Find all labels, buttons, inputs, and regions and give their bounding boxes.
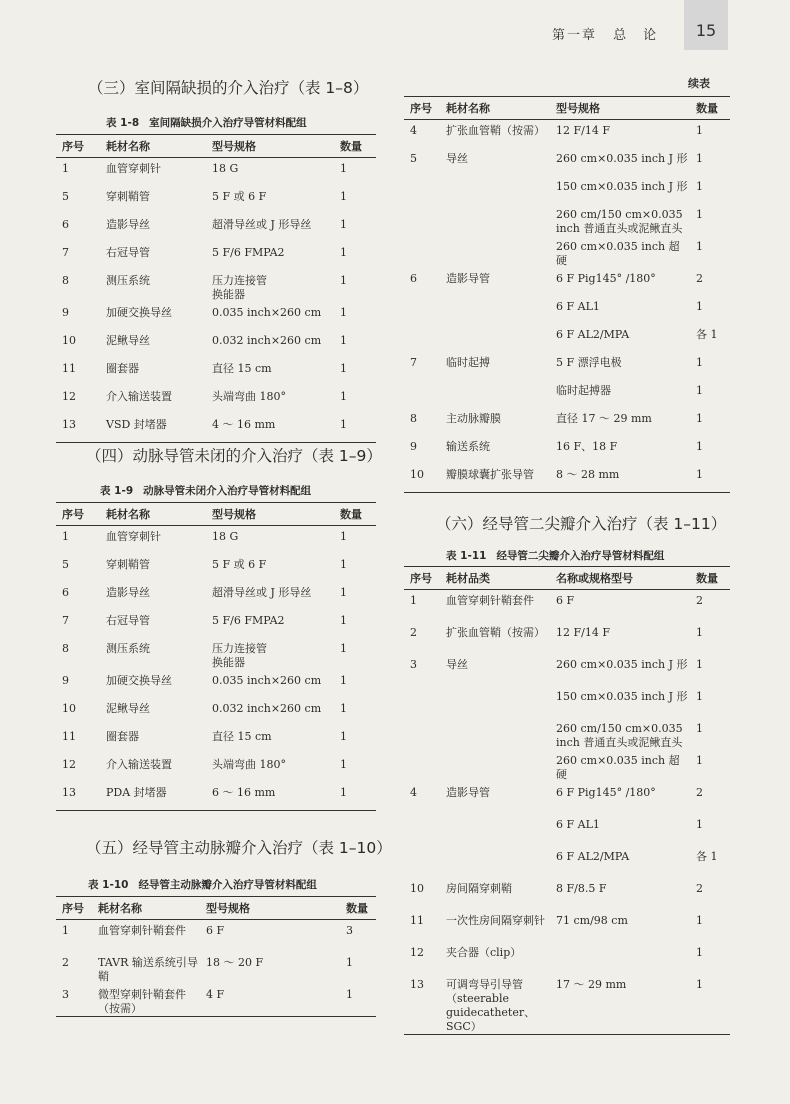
table-cell: 右冠导管	[106, 614, 150, 627]
table-row	[404, 380, 730, 408]
running-header	[552, 24, 680, 43]
table-cell: 16 F、18 F	[556, 440, 618, 453]
table-cell	[404, 846, 440, 878]
table-cell: 6	[62, 586, 69, 599]
table-header-row	[56, 503, 376, 526]
column-header: 型号规格	[200, 897, 340, 920]
table-1-10-continued	[404, 96, 730, 493]
table-cell: 压力连接管 换能器	[212, 274, 267, 301]
table-cell: 1	[340, 730, 347, 743]
table-cell: 超滑导丝或 J 形导丝	[212, 218, 312, 231]
table-cell: 可调弯导引导管（steerable guidecatheter、SGC）	[440, 974, 550, 1035]
table-1-10	[56, 896, 376, 1017]
table-cell: 1	[340, 334, 347, 347]
table-cell: 1	[340, 586, 347, 599]
table-row	[56, 670, 376, 698]
table-row	[404, 942, 730, 974]
table-row	[56, 414, 376, 443]
column-header: 数量	[340, 897, 376, 920]
table-cell: 1	[696, 208, 703, 221]
table-cell: 10	[62, 702, 76, 715]
table-cell: 1	[410, 594, 417, 607]
table-row	[404, 846, 730, 878]
table-cell: 13	[404, 974, 440, 1035]
table-row	[404, 176, 730, 204]
table-row	[56, 920, 376, 953]
table-row	[56, 610, 376, 638]
table-cell: 9	[62, 306, 69, 319]
table-cell: 6 F Pig145° /180°	[556, 272, 656, 285]
table-row	[56, 302, 376, 330]
table-row	[56, 158, 376, 187]
table-cell: 11	[410, 914, 424, 927]
table-cell	[440, 846, 550, 878]
table-cell: 3	[56, 984, 92, 1017]
table-row	[56, 386, 376, 414]
section-title-pda: （四）动脉导管未闭的介入治疗（表 1–9）	[86, 447, 382, 465]
table-cell: 泥鳅导丝	[106, 702, 150, 715]
table-row	[56, 698, 376, 726]
table-row	[56, 214, 376, 242]
table-cell: 1	[62, 162, 69, 175]
table-cell: 260 cm/150 cm×0.035 inch 普通直头或泥鳅直头	[556, 722, 683, 749]
table-cell: 4	[410, 786, 417, 799]
table-cell: 超滑导丝或 J 形导丝	[212, 586, 312, 599]
table-row	[404, 408, 730, 436]
table-row	[404, 686, 730, 718]
table-cell: 6 F AL2/MPA	[556, 328, 630, 341]
table-cell: 1	[696, 722, 703, 735]
table-cell: 血管穿刺针	[106, 162, 161, 175]
table-cell: 6 F Pig145° /180°	[556, 786, 656, 799]
column-header: 耗材名称	[92, 897, 200, 920]
table-cell: 输送系统	[446, 440, 490, 453]
table-cell: 1	[62, 924, 69, 937]
column-header: 型号规格	[206, 135, 334, 158]
table-cell: 压力连接管 换能器	[212, 642, 267, 669]
table-cell: 1	[340, 362, 347, 375]
table-cell: 1	[696, 626, 703, 639]
table-cell	[404, 718, 440, 750]
table-cell: 1	[696, 440, 703, 453]
table-cell: 9	[410, 440, 417, 453]
table-cell: VSD 封堵器	[100, 414, 206, 443]
table-cell: 1	[696, 658, 703, 671]
table-cell: 10	[410, 882, 424, 895]
table-cell: 瓣膜球囊扩张导管	[440, 464, 550, 493]
column-header: 数量	[334, 503, 376, 526]
table-cell: 6 ～ 16 mm	[206, 782, 334, 811]
table-cell: 直径 17 ～ 29 mm	[556, 412, 652, 425]
table-cell	[440, 814, 550, 846]
table-cell: 6 F AL2/MPA	[556, 850, 630, 863]
table-cell: 1	[340, 162, 347, 175]
column-header: 型号规格	[550, 97, 690, 120]
table-row	[404, 750, 730, 782]
table-header-row	[56, 897, 376, 920]
table-cell: 1	[340, 674, 347, 687]
table-header-row	[56, 135, 376, 158]
continued-label: 续表	[688, 77, 710, 90]
column-header: 型号规格	[206, 503, 334, 526]
table-row	[404, 654, 730, 686]
table-row	[56, 330, 376, 358]
table-cell: 5 F 或 6 F	[212, 190, 267, 203]
table-cell: 1	[334, 414, 376, 443]
table-cell: TAVR 输送系统引导鞘	[98, 956, 198, 983]
table-cell: 0.035 inch×260 cm	[212, 306, 322, 319]
table-cell: 1	[340, 642, 347, 655]
table-header-row	[404, 567, 730, 590]
table-row	[56, 242, 376, 270]
table-cell	[440, 296, 550, 324]
table-cell: 5 F/6 FMPA2	[212, 246, 285, 259]
table-caption-1-10: 表 1-10 经导管主动脉瓣介入治疗导管材料配组	[88, 879, 317, 891]
table-cell: 各 1	[696, 850, 718, 863]
table-cell: 主动脉瓣膜	[446, 412, 501, 425]
table-cell: 18 G	[212, 162, 239, 175]
column-header: 耗材名称	[100, 503, 206, 526]
table-cell: 13	[56, 782, 100, 811]
table-cell: 导丝	[446, 658, 468, 671]
table-cell: 260 cm×0.035 inch 超硬	[556, 240, 680, 267]
table-row	[404, 352, 730, 380]
table-row	[56, 754, 376, 782]
table-row	[56, 186, 376, 214]
table-cell: 260 cm/150 cm×0.035 inch 普通直头或泥鳅直头	[556, 208, 683, 235]
table-cell: 1	[696, 180, 703, 193]
table-row	[404, 324, 730, 352]
table-cell: 1	[340, 530, 347, 543]
table-caption-1-8: 表 1-8 室间隔缺损介入治疗导管材料配组	[106, 117, 307, 129]
table-cell: 1	[696, 818, 703, 831]
table-cell: 12	[62, 758, 76, 771]
section-title-mitral: （六）经导管二尖瓣介入治疗（表 1–11）	[436, 515, 727, 533]
table-cell: 1	[334, 782, 376, 811]
table-cell: 右冠导管	[106, 246, 150, 259]
column-header: 序号	[404, 97, 440, 120]
section-title-tavr: （五）经导管主动脉瓣介入治疗（表 1–10）	[86, 839, 392, 857]
table-row	[56, 782, 376, 811]
table-cell: 介入输送装置	[106, 758, 172, 771]
table-cell: 1	[696, 300, 703, 313]
table-cell: 1	[696, 124, 703, 137]
table-cell: 2	[696, 882, 703, 895]
table-cell: 头端弯曲 180°	[212, 758, 286, 771]
table-cell: 临时起搏	[446, 356, 490, 369]
table-row	[56, 984, 376, 1017]
column-header: 耗材名称	[440, 97, 550, 120]
table-cell: 6	[62, 218, 69, 231]
table-cell: 2	[696, 786, 703, 799]
table-row	[404, 782, 730, 814]
table-cell: 扩张血管鞘（按需）	[446, 626, 545, 639]
table-row	[404, 436, 730, 464]
table-cell: 1	[696, 412, 703, 425]
table-cell	[440, 686, 550, 718]
section-title-vsd: （三）室间隔缺损的介入治疗（表 1–8）	[88, 79, 369, 97]
table-cell: 1	[340, 758, 347, 771]
column-header: 耗材品类	[440, 567, 550, 590]
table-row	[56, 554, 376, 582]
table-cell: 18 ～ 20 F	[206, 956, 264, 969]
column-header: 名称或规格型号	[550, 567, 690, 590]
table-cell: 1	[62, 530, 69, 543]
table-cell: 8 F/8.5 F	[556, 882, 607, 895]
table-cell: PDA 封堵器	[100, 782, 206, 811]
table-cell: 微型穿刺针鞘套件（按需）	[92, 984, 200, 1017]
table-row	[404, 268, 730, 296]
table-cell	[404, 236, 440, 268]
column-header: 序号	[56, 503, 100, 526]
table-cell: 1	[340, 274, 347, 287]
table-cell: 圈套器	[106, 362, 139, 375]
table-cell: 1	[340, 702, 347, 715]
table-cell	[404, 686, 440, 718]
table-cell: 1	[690, 464, 730, 493]
table-row	[404, 464, 730, 493]
table-cell: 2	[410, 626, 417, 639]
table-cell: 泥鳅导丝	[106, 334, 150, 347]
table-cell: 临时起搏器	[556, 384, 611, 397]
table-cell: 穿刺鞘管	[106, 190, 150, 203]
table-cell: 1	[340, 614, 347, 627]
table-row	[56, 638, 376, 670]
table-cell: 8	[410, 412, 417, 425]
table-cell	[440, 204, 550, 236]
column-header: 数量	[690, 97, 730, 120]
table-cell: 1	[696, 152, 703, 165]
table-cell: 1	[340, 390, 347, 403]
table-cell: 穿刺鞘管	[106, 558, 150, 571]
column-header: 耗材名称	[100, 135, 206, 158]
table-cell: 1	[340, 190, 347, 203]
table-cell: 1	[696, 754, 703, 767]
table-cell: 12 F/14 F	[556, 626, 610, 639]
table-row	[404, 718, 730, 750]
table-cell: 1	[340, 306, 347, 319]
table-cell: 260 cm×0.035 inch J 形	[556, 658, 688, 671]
table-cell: 1	[690, 974, 730, 1035]
table-row	[56, 582, 376, 610]
column-header: 序号	[56, 897, 92, 920]
table-cell: 0.032 inch×260 cm	[212, 334, 322, 347]
chapter-label: 第一章	[552, 28, 598, 43]
page-number: 15	[684, 0, 728, 50]
table-cell: 18 G	[212, 530, 239, 543]
column-header: 序号	[56, 135, 100, 158]
table-cell: 8 ～ 28 mm	[550, 464, 690, 493]
table-cell: 6 F	[556, 594, 575, 607]
table-cell: 直径 15 cm	[212, 730, 272, 743]
table-cell: 头端弯曲 180°	[212, 390, 286, 403]
table-row	[56, 526, 376, 555]
table-cell	[404, 814, 440, 846]
table-cell: 4 ～ 16 mm	[206, 414, 334, 443]
table-row	[56, 270, 376, 302]
table-cell: 2	[62, 956, 69, 969]
table-cell: 5	[62, 558, 69, 571]
table-cell: 9	[62, 674, 69, 687]
table-cell: 导丝	[446, 152, 468, 165]
table-row	[404, 622, 730, 654]
table-cell: 1	[340, 558, 347, 571]
table-cell: 夹合器（clip）	[446, 946, 522, 959]
table-row	[404, 878, 730, 910]
table-cell	[404, 296, 440, 324]
table-cell: 12	[410, 946, 424, 959]
table-row	[404, 148, 730, 176]
table-cell: 2	[696, 594, 703, 607]
table-cell: 1	[696, 946, 703, 959]
table-row	[404, 974, 730, 1035]
table-cell	[404, 750, 440, 782]
table-cell: 8	[62, 274, 69, 287]
table-cell: 4	[410, 124, 417, 137]
chapter-title: 总 论	[613, 28, 659, 43]
table-cell	[440, 750, 550, 782]
table-cell: 5 F 漂浮电极	[556, 356, 622, 369]
table-cell: 11	[62, 362, 76, 375]
table-header-row	[404, 97, 730, 120]
table-cell: 4 F	[200, 984, 340, 1017]
table-cell: 1	[696, 384, 703, 397]
table-row	[404, 910, 730, 942]
table-cell: 1	[696, 356, 703, 369]
table-cell: 造影导丝	[106, 218, 150, 231]
table-cell: 6 F AL1	[556, 300, 600, 313]
table-cell: 6 F AL1	[556, 818, 600, 831]
table-cell	[440, 718, 550, 750]
table-cell: 7	[62, 246, 69, 259]
table-cell: 1	[696, 690, 703, 703]
table-row	[404, 120, 730, 149]
table-row	[56, 726, 376, 754]
table-cell: 12	[62, 390, 76, 403]
table-1-8	[56, 134, 376, 443]
table-cell: 11	[62, 730, 76, 743]
table-cell: 1	[696, 914, 703, 927]
table-cell: 1	[340, 218, 347, 231]
table-cell: 1	[346, 956, 353, 969]
table-cell: 房间隔穿刺鞘	[446, 882, 512, 895]
table-cell: 260 cm×0.035 inch 超硬	[556, 754, 680, 781]
table-cell: 测压系统	[106, 274, 150, 287]
table-cell	[404, 324, 440, 352]
column-header: 数量	[334, 135, 376, 158]
table-row	[404, 590, 730, 623]
table-cell: 血管穿刺针鞘套件	[446, 594, 534, 607]
table-cell: 造影导管	[446, 786, 490, 799]
table-caption-1-9: 表 1-9 动脉导管未闭介入治疗导管材料配组	[100, 485, 312, 497]
table-row	[56, 358, 376, 386]
table-cell: 直径 15 cm	[212, 362, 272, 375]
table-cell: 7	[410, 356, 417, 369]
table-cell: 150 cm×0.035 inch J 形	[556, 690, 688, 703]
table-cell: 7	[62, 614, 69, 627]
table-1-11	[404, 566, 730, 1035]
table-cell	[440, 324, 550, 352]
table-row	[404, 204, 730, 236]
table-cell: 1	[340, 984, 376, 1017]
table-cell: 12 F/14 F	[556, 124, 610, 137]
table-cell: 一次性房间隔穿刺针	[446, 914, 545, 927]
table-cell: 1	[340, 246, 347, 259]
table-cell: 17 ～ 29 mm	[550, 974, 690, 1035]
table-cell: 造影导丝	[106, 586, 150, 599]
table-cell: 10	[404, 464, 440, 493]
table-cell: 加硬交换导丝	[106, 674, 172, 687]
table-cell: 造影导管	[446, 272, 490, 285]
table-cell: 5 F/6 FMPA2	[212, 614, 285, 627]
table-cell: 圈套器	[106, 730, 139, 743]
table-cell: 5	[410, 152, 417, 165]
table-row	[56, 952, 376, 984]
table-cell: 8	[62, 642, 69, 655]
table-1-9	[56, 502, 376, 811]
table-cell	[404, 204, 440, 236]
table-cell: 1	[696, 240, 703, 253]
table-row	[404, 814, 730, 846]
table-cell: 0.035 inch×260 cm	[212, 674, 322, 687]
table-cell: 5	[62, 190, 69, 203]
table-cell: 测压系统	[106, 642, 150, 655]
table-cell: 6 F	[206, 924, 225, 937]
table-cell	[440, 176, 550, 204]
table-cell: 3	[346, 924, 353, 937]
table-cell: 2	[696, 272, 703, 285]
table-cell	[440, 236, 550, 268]
column-header: 序号	[404, 567, 440, 590]
column-header: 数量	[690, 567, 730, 590]
table-cell: 各 1	[696, 328, 718, 341]
table-cell: 5 F 或 6 F	[212, 558, 267, 571]
table-cell: 150 cm×0.035 inch J 形	[556, 180, 688, 193]
table-cell: 加硬交换导丝	[106, 306, 172, 319]
table-cell: 血管穿刺针鞘套件	[98, 924, 186, 937]
table-cell: 13	[56, 414, 100, 443]
table-cell	[550, 942, 690, 974]
table-cell	[404, 380, 440, 408]
table-caption-1-11: 表 1-11 经导管二尖瓣介入治疗导管材料配组	[446, 550, 665, 562]
table-row	[404, 236, 730, 268]
table-cell	[440, 380, 550, 408]
table-cell: 介入输送装置	[106, 390, 172, 403]
table-cell: 血管穿刺针	[106, 530, 161, 543]
table-cell	[404, 176, 440, 204]
table-cell: 0.032 inch×260 cm	[212, 702, 322, 715]
table-cell: 6	[410, 272, 417, 285]
table-row	[404, 296, 730, 324]
table-cell: 扩张血管鞘（按需）	[446, 124, 545, 137]
table-cell: 71 cm/98 cm	[556, 914, 628, 927]
table-cell: 260 cm×0.035 inch J 形	[556, 152, 688, 165]
table-cell: 3	[410, 658, 417, 671]
table-cell: 10	[62, 334, 76, 347]
